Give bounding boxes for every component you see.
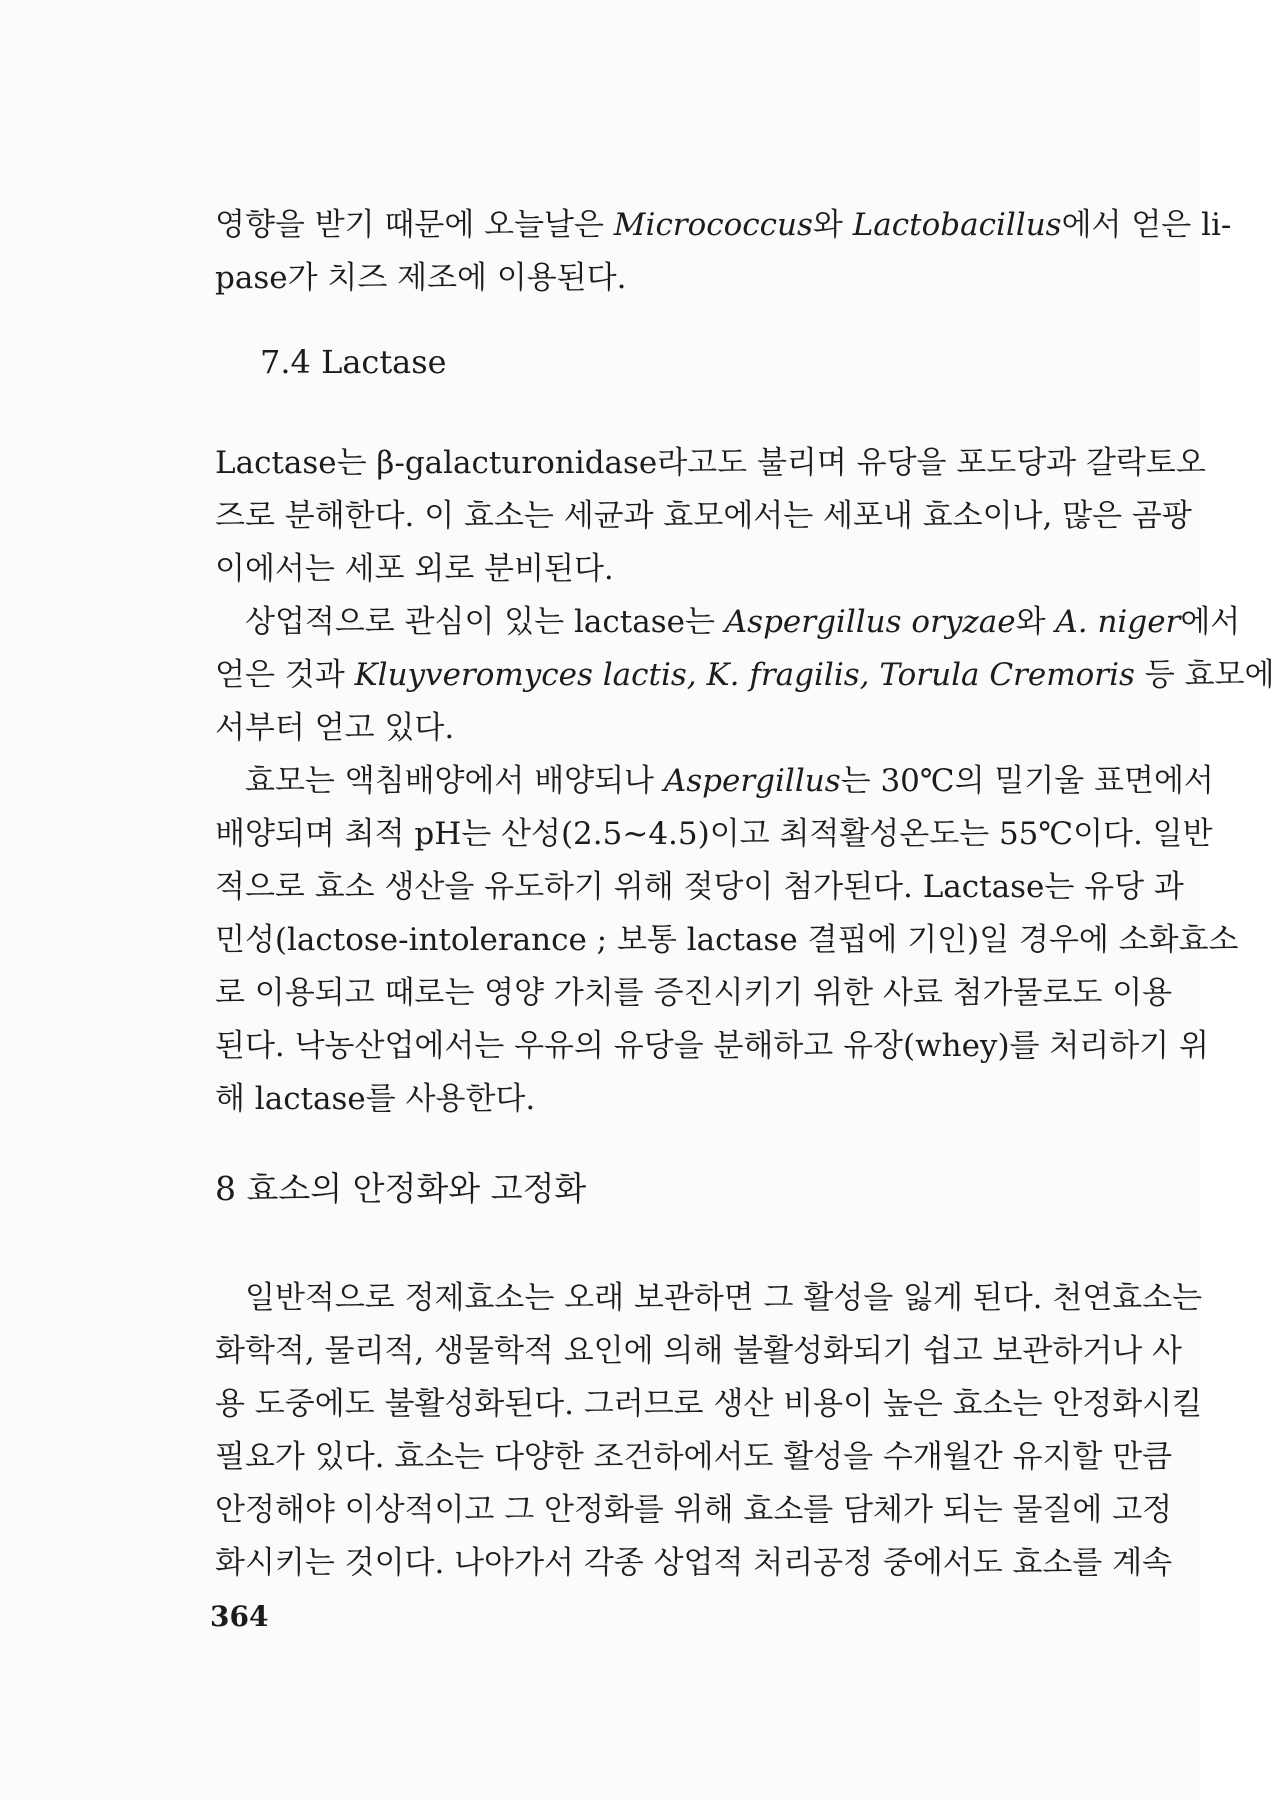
text-line: 민성(lactose-intolerance ; 보통 lactase 결핍에 기인)일 경우에 소화효소 bbox=[215, 922, 1239, 958]
text-line: 안정해야 이상적이고 그 안정화를 위해 효소를 담체가 되는 물질에 고정 bbox=[215, 1492, 1173, 1528]
text-line: 필요가 있다. 효소는 다양한 조건하에서도 활성을 수개월간 유지할 만큼 bbox=[215, 1439, 1173, 1475]
text-line: 즈로 분해한다. 이 효소는 세균과 효모에서는 세포내 효소이나, 많은 곰팡 bbox=[215, 498, 1192, 534]
text-line: 상업적으로 관심이 있는 lactase는 Aspergillus oryzae와 A. niger에서 bbox=[245, 604, 1241, 640]
text-line: Lactase는 β-galacturonidase라고도 불리며 유당을 포도당과 갈락토오 bbox=[215, 445, 1206, 481]
text-line: 배양되며 최적 pH는 산성(2.5~4.5)이고 최적활성온도는 55℃이다. 일반 bbox=[215, 816, 1213, 852]
text-line: 이에서는 세포 외로 분비된다. bbox=[215, 551, 614, 587]
text-line: pase가 치즈 제조에 이용된다. bbox=[215, 260, 627, 296]
page-number: 364 bbox=[210, 1600, 269, 1633]
text-line: 된다. 낙농산업에서는 우유의 유당을 분해하고 유장(whey)를 처리하기 위 bbox=[215, 1028, 1209, 1064]
text-line: 일반적으로 정제효소는 오래 보관하면 그 활성을 잃게 된다. 천연효소는 bbox=[245, 1280, 1203, 1316]
section-heading: 7.4 Lactase bbox=[260, 343, 447, 381]
text-line: 서부터 얻고 있다. bbox=[215, 710, 455, 746]
text-line: 로 이용되고 때로는 영양 가치를 증진시키기 위한 사료 첨가물로도 이용 bbox=[215, 975, 1173, 1011]
text-line: 해 lactase를 사용한다. bbox=[215, 1081, 536, 1117]
text-line: 화시키는 것이다. 나아가서 각종 상업적 처리공정 중에서도 효소를 계속 bbox=[215, 1545, 1173, 1581]
text-line: 효모는 액침배양에서 배양되나 Aspergillus는 30℃의 밀기울 표면에서 bbox=[245, 763, 1214, 799]
text-line: 적으로 효소 생산을 유도하기 위해 젖당이 첨가된다. Lactase는 유당 과 bbox=[215, 869, 1184, 905]
text-line: 용 도중에도 불활성화된다. 그러므로 생산 비용이 높은 효소는 안정화시킬 bbox=[215, 1386, 1203, 1422]
text-line: 화학적, 물리적, 생물학적 요인에 의해 불활성화되기 쉽고 보관하거나 사 bbox=[215, 1333, 1182, 1369]
section-heading: 8 효소의 안정화와 고정화 bbox=[215, 1169, 587, 1208]
text-line: 얻은 것과 Kluyveromyces lactis, K. fragilis, Torula Cremoris 등 효모에 bbox=[215, 657, 1274, 693]
text-line: 영향을 받기 때문에 오늘날은 Micrococcus와 Lactobacillus에서 얻은 li- bbox=[215, 207, 1232, 243]
